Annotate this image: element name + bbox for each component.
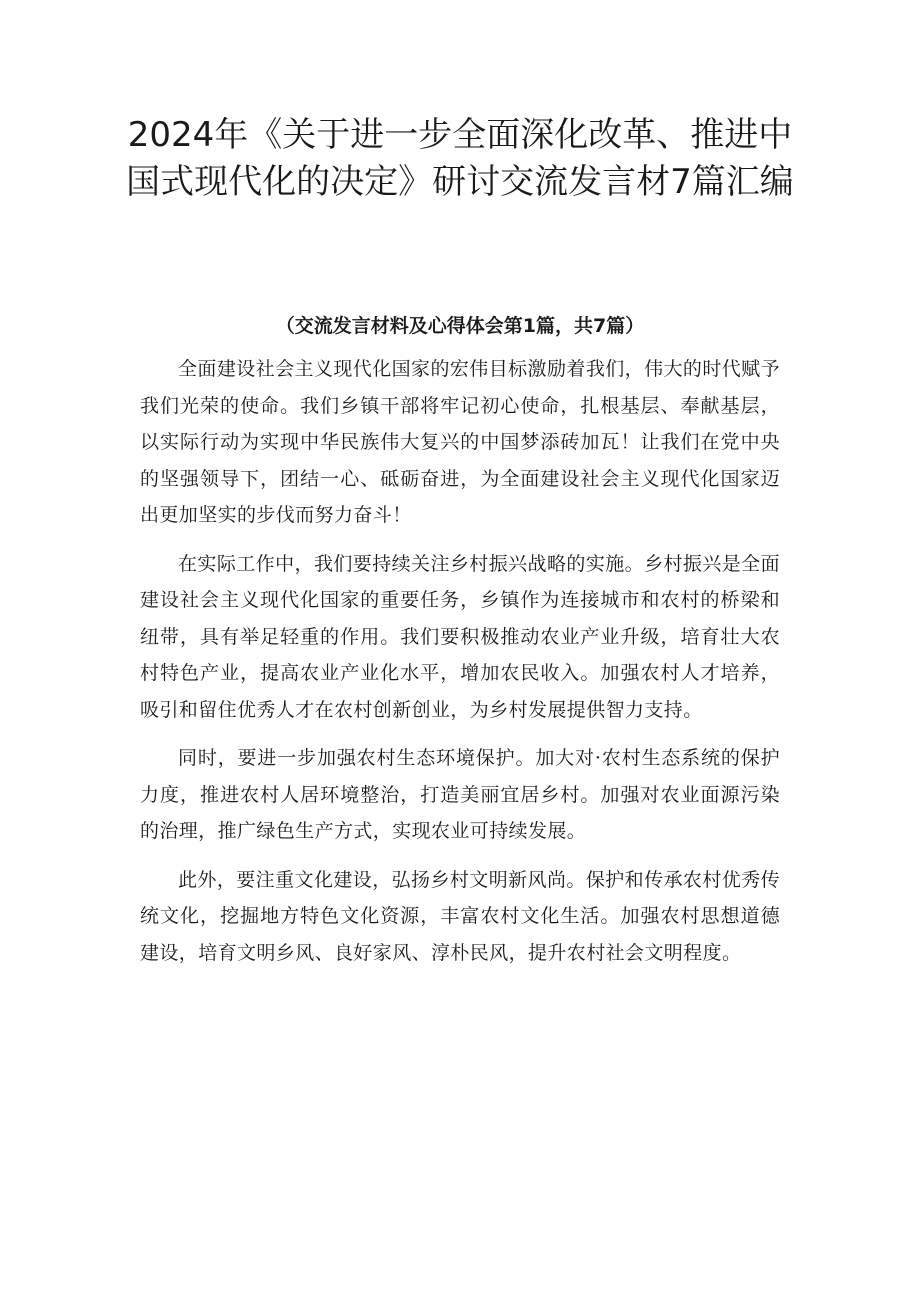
document-body [140, 351, 780, 983]
body-paragraph-1: 全面建设社会主义现代化国家的宏伟目标激励着我们，伟大的时代赋予我们光荣的使命。我们乡镇干部将牢记初心使命，扎根基层、奉献基层，以实际行动为实现中华民族伟大复兴的中国梦添砖加瓦！让我们在党中央的坚强领导下，团结一心、砥砺奋进，为全面建设社会主义现代化国家迈出更加坚实的步伐而努力奋斗！ [140, 358, 780, 526]
body-paragraph-2: 在实际工作中，我们要持续关注乡村振兴战略的实施。乡村振兴是全面建设社会主义现代化国家的重要任务，乡镇作为连接城市和农村的桥梁和纽带，具有举足轻重的作用。我们要积极推动农业产业升级，培育壮大农村特色产业，提高农业产业化水平，增加农民收入。加强农村人才培养，吸引和留住优秀人才在农村创新创业，为乡村发展提供智力支持。 [140, 552, 780, 721]
body-paragraph-4: 此外，要注重文化建设，弘扬乡村文明新风尚。保护和传承农村优秀传统文化，挖掘地方特色文化资源，丰富农村文化生活。加强农村思想道德建设，培育文明乡风、良好家风、淳朴民风，提升农村社会文明程度。 [140, 868, 780, 964]
document-title: 2024年《关于进一步全面深化改革、推进中国式现代化的决定》研讨交流发言材7篇汇编 [126, 115, 794, 202]
section-subtitle: （交流发言材料及心得体会第1篇，共7篇） [275, 315, 645, 337]
body-paragraph-3: 同时，要进一步加强农村生态环境保护。加大对·农村生态系统的保护力度，推进农村人居环境整治，打造美丽宜居乡村。加强对农业面源污染的治理，推广绿色生产方式，实现农业可持续发展。 [140, 747, 780, 842]
